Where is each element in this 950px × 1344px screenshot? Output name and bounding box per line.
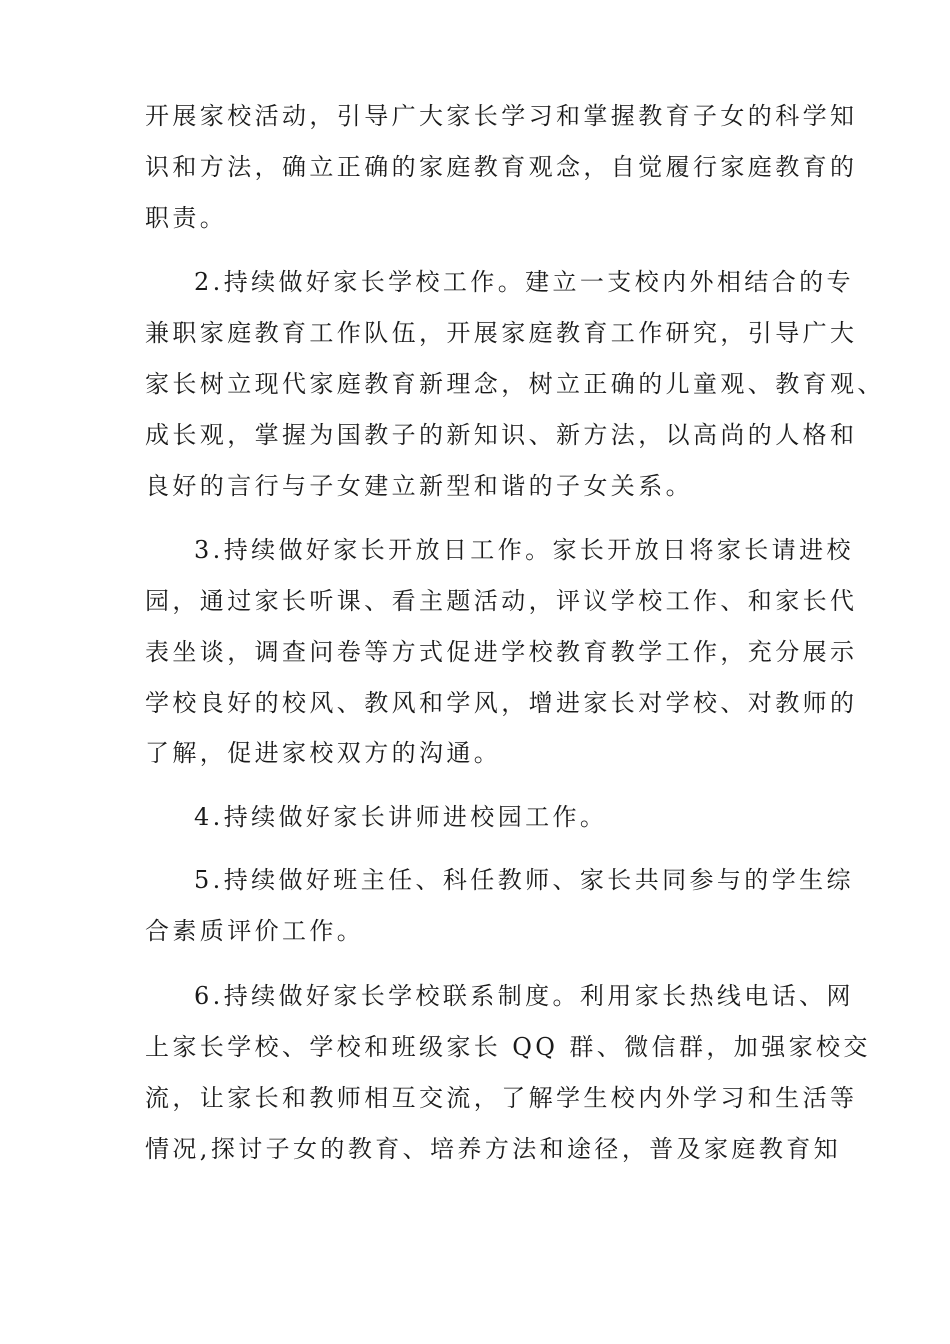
text-line: 开展家校活动，引导广大家长学习和掌握教育子女的科学知 <box>145 102 858 130</box>
text-line: 4.持续做好家长讲师进校园工作。 <box>194 803 608 831</box>
text-line: 职责。 <box>145 204 228 232</box>
text-line: 3.持续做好家长开放日工作。家长开放日将家长请进校 <box>194 536 854 564</box>
text-line: 流，让家长和教师相互交流，了解学生校内外学习和生活等 <box>145 1084 858 1112</box>
text-line: 合素质评价工作。 <box>145 917 365 945</box>
text-line: 园，通过家长听课、看主题活动，评议学校工作、和家长代 <box>145 587 858 615</box>
text-line: 2.持续做好家长学校工作。建立一支校内外相结合的专 <box>194 268 854 296</box>
text-line: 5.持续做好班主任、科任教师、家长共同参与的学生综 <box>194 866 854 894</box>
text-line: 识和方法，确立正确的家庭教育观念，自觉履行家庭教育的 <box>145 153 858 181</box>
text-line: 成长观，掌握为国教子的新知识、新方法，以高尚的人格和 <box>145 421 858 449</box>
text-line: 家长树立现代家庭教育新理念，树立正确的儿童观、教育观、 <box>145 370 885 398</box>
text-line: 了解，促进家校双方的沟通。 <box>145 739 502 767</box>
text-line: 学校良好的校风、教风和学风，增进家长对学校、对教师的 <box>145 689 858 717</box>
text-line: 表坐谈，调查问卷等方式促进学校教育教学工作，充分展示 <box>145 638 858 666</box>
text-line: 良好的言行与子女建立新型和谐的子女关系。 <box>145 472 693 500</box>
text-line: 6.持续做好家长学校联系制度。利用家长热线电话、网 <box>194 982 854 1010</box>
text-line: 兼职家庭教育工作队伍，开展家庭教育工作研究，引导广大 <box>145 319 858 347</box>
text-line: 情况,探讨子女的教育、培养方法和途径，普及家庭教育知 <box>145 1135 842 1163</box>
text-line: 上家长学校、学校和班级家长 QQ 群、微信群，加强家校交 <box>145 1033 871 1061</box>
